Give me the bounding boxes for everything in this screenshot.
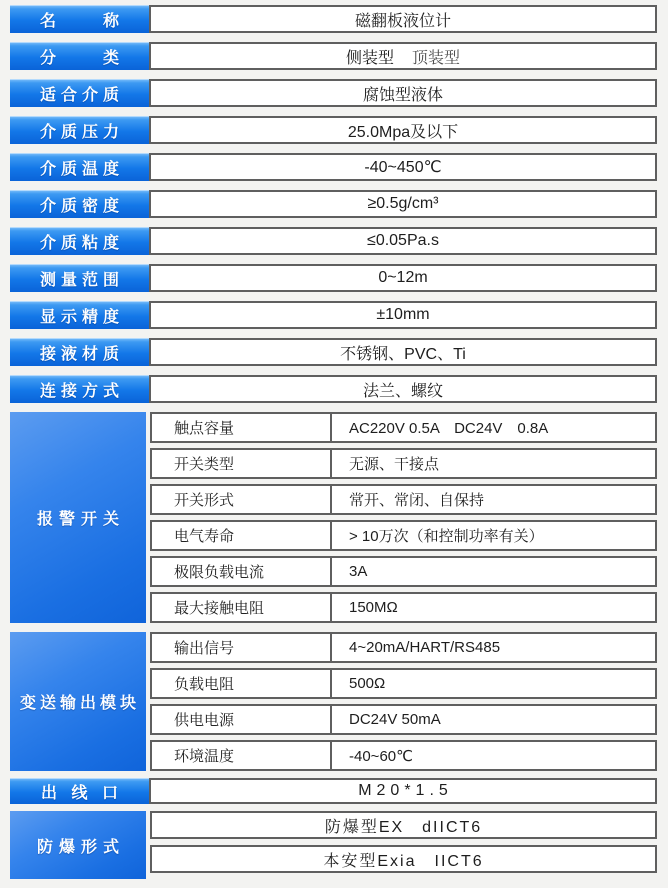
spec-label: 介质压力 <box>10 116 149 144</box>
spec-label: 连接方式 <box>10 375 149 403</box>
sub-value: 150MΩ <box>349 599 398 616</box>
spec-value-secondary: 顶装型 <box>412 49 461 67</box>
spec-row-name <box>10 5 657 33</box>
sub-row <box>150 484 657 515</box>
explosion-proof-rows <box>150 811 657 879</box>
spec-value: 侧装型 <box>345 49 394 67</box>
sub-value: 4~20mA/HART/RS485 <box>349 639 501 656</box>
spec-value-cell <box>149 116 657 144</box>
sub-row <box>150 632 657 663</box>
sub-label: 输出信号 <box>152 634 332 661</box>
spec-label: 测量范围 <box>10 264 149 292</box>
spec-value: 0~12m <box>378 269 428 286</box>
sub-row <box>150 556 657 587</box>
sub-value: > 10万次（和控制功率有关） <box>349 528 544 545</box>
sub-row <box>150 592 657 623</box>
sub-value: 无源、干接点 <box>349 456 440 473</box>
transmitter-output-rows <box>150 632 657 771</box>
spec-label: 分 类 <box>10 42 149 70</box>
spec-row-connection <box>10 375 657 403</box>
spec-row-cable-outlet <box>10 778 657 804</box>
sub-row <box>150 520 657 551</box>
spec-row-wetted-material <box>10 338 657 366</box>
spec-value-cell <box>149 778 657 804</box>
spec-row-media <box>10 79 657 107</box>
spec-label: 显示精度 <box>10 301 149 329</box>
spec-value-cell <box>149 264 657 292</box>
sub-value: DC24V 50mA <box>349 711 441 728</box>
sub-value: -40~60℃ <box>349 747 413 765</box>
sub-label: 开关类型 <box>152 450 332 477</box>
spec-row-category <box>10 42 657 70</box>
spec-value-cell <box>149 79 657 107</box>
alarm-switch-rows <box>150 412 657 623</box>
spec-value: 磁翻板液位计 <box>354 12 451 30</box>
spec-value: 腐蚀型液体 <box>362 86 443 104</box>
sub-row <box>150 704 657 735</box>
sub-row <box>150 740 657 771</box>
spec-row-accuracy <box>10 301 657 329</box>
explosion-proof-label: 防爆形式 <box>10 811 146 879</box>
sub-row <box>150 448 657 479</box>
spec-row-range <box>10 264 657 292</box>
sub-value: 防爆型EX dIICT6 <box>324 818 483 836</box>
spec-value: 法兰、螺纹 <box>362 382 443 400</box>
spec-value: ±10mm <box>376 306 430 323</box>
sub-row <box>150 811 657 839</box>
spec-value-cell <box>149 375 657 403</box>
sub-label: 环境温度 <box>152 742 332 769</box>
spec-row-temperature <box>10 153 657 181</box>
spec-row-density <box>10 190 657 218</box>
spec-row-pressure <box>10 116 657 144</box>
spec-label: 名 称 <box>10 5 149 33</box>
spec-label: 介质密度 <box>10 190 149 218</box>
spec-value: 不锈钢、PVC、Ti <box>340 345 466 363</box>
sub-label: 开关形式 <box>152 486 332 513</box>
spec-label: 介质温度 <box>10 153 149 181</box>
sub-label: 负载电阻 <box>152 670 332 697</box>
sub-label: 供电电源 <box>152 706 332 733</box>
spec-value-cell <box>149 301 657 329</box>
spec-label: 出 线 口 <box>10 778 149 804</box>
sub-label: 极限负载电流 <box>152 558 332 585</box>
alarm-switch-label: 报警开关 <box>10 412 146 623</box>
sub-value: 3A <box>349 563 368 580</box>
spec-label: 介质粘度 <box>10 227 149 255</box>
sub-value: 500Ω <box>349 675 386 692</box>
sub-value: 本安型Exia IICT6 <box>323 852 484 870</box>
spec-value: ≥0.5g/cm³ <box>367 195 439 212</box>
spec-value: ≤0.05Pa.s <box>367 232 439 249</box>
spec-value-cell <box>149 227 657 255</box>
sub-value: AC220V 0.5A DC24V 0.8A <box>349 420 549 437</box>
sub-label: 最大接触电阻 <box>152 594 332 621</box>
transmitter-output-label: 变送输出模块 <box>10 632 146 771</box>
spec-label: 适合介质 <box>10 79 149 107</box>
spec-value-cell <box>149 153 657 181</box>
spec-row-viscosity <box>10 227 657 255</box>
sub-label: 电气寿命 <box>152 522 332 549</box>
sub-row <box>150 412 657 443</box>
transmitter-output-section <box>10 632 657 771</box>
sub-value: 常开、常闭、自保持 <box>349 492 485 509</box>
spec-value: -40~450℃ <box>364 159 442 176</box>
spec-value: 25.0Mpa及以下 <box>347 123 459 141</box>
explosion-proof-section <box>10 811 657 879</box>
spec-value-cell <box>149 42 657 70</box>
spec-value-cell <box>149 5 657 33</box>
spec-value-cell <box>149 190 657 218</box>
spec-label: 接液材质 <box>10 338 149 366</box>
sub-row <box>150 668 657 699</box>
sub-label: 触点容量 <box>152 414 332 441</box>
spec-value-cell <box>149 338 657 366</box>
alarm-switch-section <box>10 412 657 623</box>
sub-row <box>150 845 657 873</box>
spec-value: M20*1.5 <box>358 782 453 799</box>
